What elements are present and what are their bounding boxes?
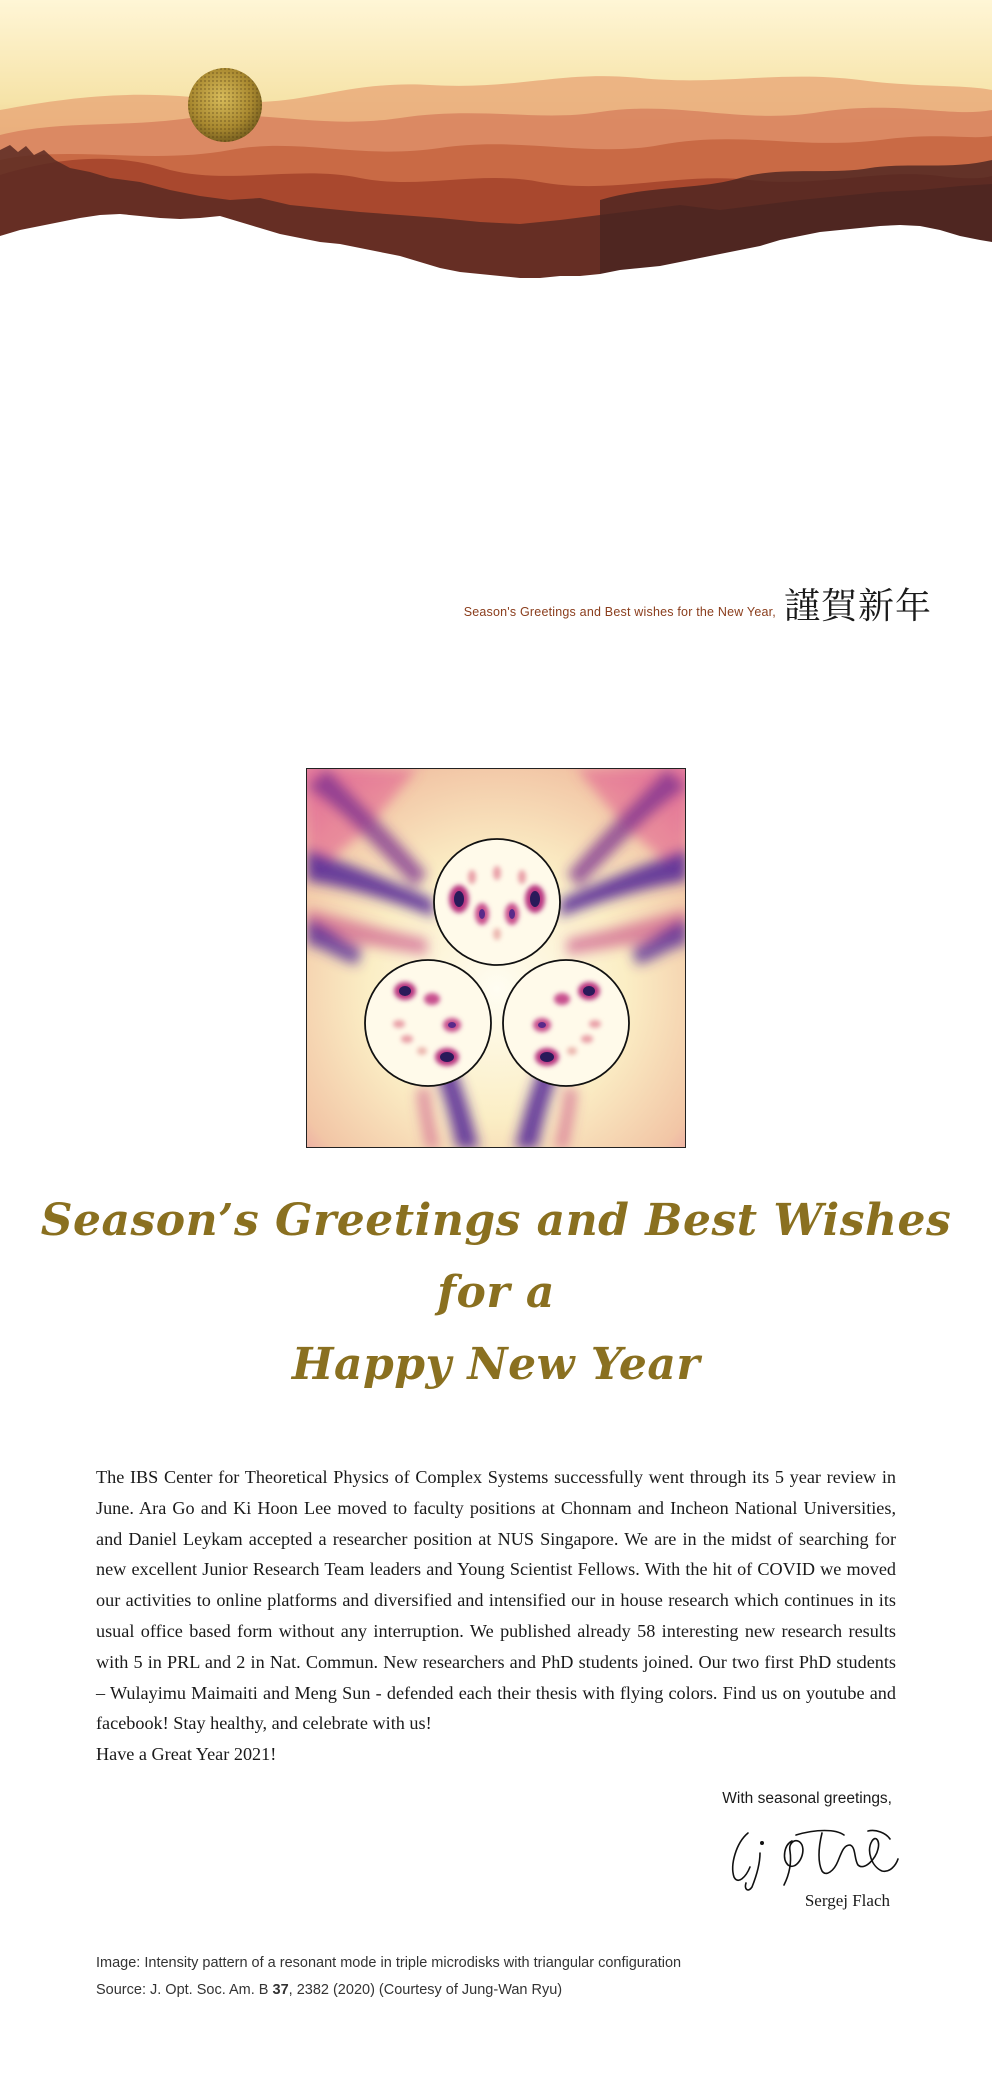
main-greeting-line-1: Season’s Greetings and Best Wishes for a bbox=[40, 1195, 952, 1318]
letter-body bbox=[96, 1462, 896, 1770]
main-greeting-line-2: Happy New Year bbox=[291, 1339, 701, 1390]
intensity-pattern-image bbox=[306, 768, 686, 1148]
image-caption bbox=[96, 1950, 896, 2004]
handwritten-signature bbox=[726, 1815, 906, 1895]
caption-source-prefix: Source: J. Opt. Soc. Am. B bbox=[96, 1982, 273, 1998]
signer-name: Sergej Flach bbox=[804, 1891, 890, 1910]
signoff-text: With seasonal greetings, bbox=[722, 1790, 892, 1807]
caption-source bbox=[96, 1977, 896, 2004]
main-greeting bbox=[40, 1185, 952, 1401]
caption-source-volume: 37 bbox=[272, 1982, 289, 1998]
letter-paragraph: The IBS Center for Theoretical Physics of Complex Systems successfully went through its 5 year review in June. Ara Go and Ki Hoon Lee moved to faculty positions at Chonnam and Incheon National Universities, and Daniel Leykam accepted a researcher position at NUS Singapore. We are in the midst of searching for new excellent Junior Research Team leaders and Young Scientist Fellows. With the hit of COVID we moved our activities to online platforms and diversified and intensified our in house research which continues in its usual office based form without any interruption. We published already 58 interesting new research results with 5 in PRL and 2 in Nat. Commun. New researchers and PhD students joined. Our two first PhD students – Wulayimu Maimaiti and Meng Sun - defended each their thesis with flying colors. Find us on youtube and facebook! Stay healthy, and celebrate with us! bbox=[96, 1467, 896, 1734]
mountain-sunset-banner bbox=[0, 0, 992, 290]
caption-source-suffix: , 2382 (2020) (Courtesy of Jung-Wan Ryu) bbox=[288, 1982, 563, 1998]
header-greeting-english: Season's Greetings and Best wishes for the New Year, bbox=[463, 605, 776, 619]
header-greeting bbox=[200, 578, 932, 629]
caption-description: Image: Intensity pattern of a resonant mode in triple microdisks with triangular configuration bbox=[96, 1955, 682, 1971]
header-greeting-chinese: 謹賀新年 bbox=[783, 586, 932, 627]
letter-closing-line: Have a Great Year 2021! bbox=[96, 1744, 277, 1765]
